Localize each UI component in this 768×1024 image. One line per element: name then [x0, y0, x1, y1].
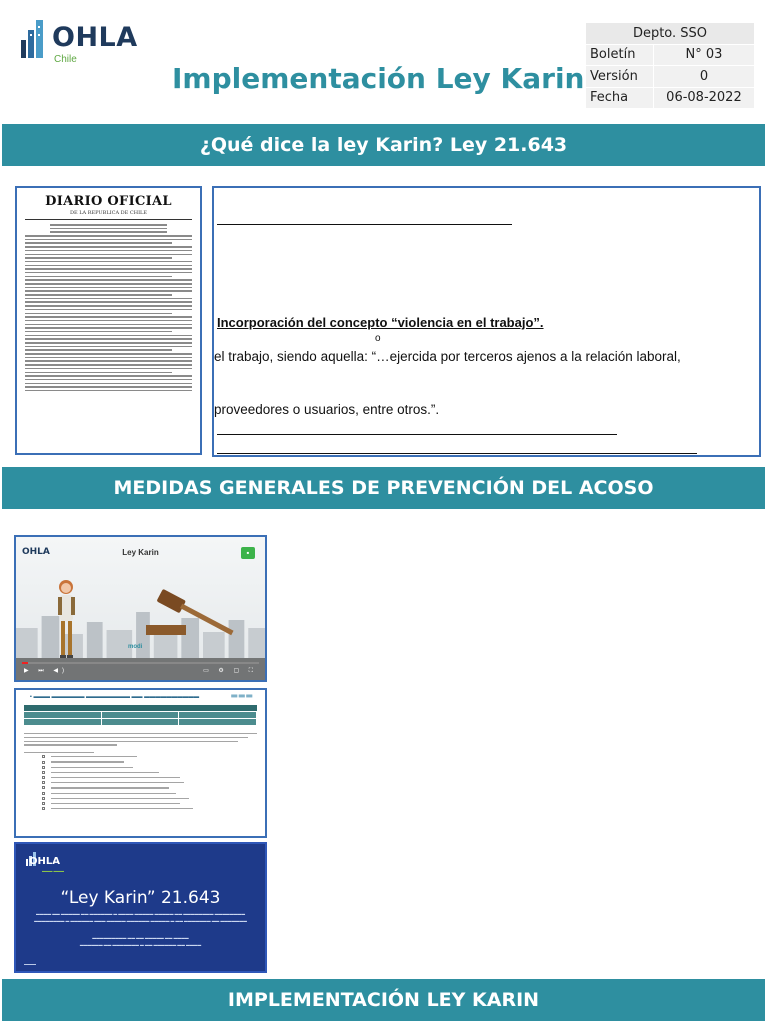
diario-masthead: DIARIO OFICIAL [45, 194, 172, 209]
video-progress-bar[interactable] [22, 662, 259, 664]
slide-logo: OHLA [29, 856, 60, 867]
woman-figure-icon [52, 577, 82, 663]
info-row-version [586, 66, 755, 88]
form-title-line: ▪ ▬▬▬ ▬▬▬▬▬▬ ▬▬▬▬▬▬▬▬ ▬▬ ▬▬▬▬▬▬▬▬▬▬ [30, 694, 200, 700]
play-controls-icon[interactable]: ▶ ⏭ ◀) [24, 668, 68, 674]
info-row-bulletin [586, 44, 755, 66]
ohla-logo [18, 14, 148, 70]
bulletin-info-table [585, 22, 755, 109]
slide-footer: ▬▬▬▬ [24, 962, 36, 966]
concept-text-line: proveedores o usuarios, entre otros.”. [214, 402, 440, 417]
diario-text-lines [25, 224, 192, 391]
slide-subtitle-line: ▬▬▬▬▬▬▬▬ ▬ ▬▬▬▬▬▬ ▬▬▬ ▬▬▬▬▬ ▬▬▬▬▬▬ ▬▬▬▬▬ ▬ ▬▬ ▬▬▬▬▬▬▬ ▬▬ ▬▬▬▬▬▬▬ [34, 919, 247, 923]
player-settings-icon[interactable]: ▭ ⚙ ▢ ⛶ [203, 668, 257, 674]
form-row [24, 719, 257, 725]
section-band-ley-karin: ¿Qué dice la ley Karin? Ley 21.643 [2, 124, 765, 166]
ohla-building-icon [18, 16, 52, 60]
section-band-implementacion: IMPLEMENTACIÓN LEY KARIN [2, 979, 765, 1021]
concept-heading: Incorporación del concepto “violencia en el trabajo”. [217, 315, 544, 330]
video-logo: OHLA [22, 547, 50, 557]
department-cell: Depto. SSO [586, 23, 755, 45]
divider [217, 453, 697, 454]
form-header-bar [24, 705, 257, 711]
form-document-thumbnail [14, 688, 267, 838]
info-value: 0 [653, 66, 754, 88]
form-row [24, 712, 257, 718]
slide-date-line: ▬▬▬▬▬▬ ▬▬ ▬▬▬▬▬▬▬ ▬ ▬▬ ▬▬▬▬▬▬ ▬▬ ▬▬▬▬ [79, 943, 202, 947]
diario-oficial-image [15, 186, 202, 455]
video-title: Ley Karin [122, 548, 159, 557]
slide-subtitle-line: ▬▬▬▬ ▬▬ ▬▬▬▬▬ ▬▬ ▬▬▬▬▬▬ ▬ ▬▬▬▬ ▬▬▬▬▬ ▬▬▬▬▬ ▬▬ ▬▬▬▬▬▬▬▬ ▬▬▬▬▬▬▬▬ [35, 912, 246, 916]
info-row-department [586, 23, 755, 45]
divider [25, 219, 192, 220]
section-band-medidas: MEDIDAS GENERALES DE PREVENCIÓN DEL ACOSO [2, 467, 765, 509]
gavel-icon [136, 587, 240, 649]
video-thumbnail[interactable] [14, 535, 267, 682]
diario-subtitle: DE LA REPUBLICA DE CHILE [69, 210, 148, 216]
presentation-slide-thumbnail [14, 842, 267, 973]
logo-text: OHLA [52, 22, 138, 53]
concept-text-line: el trabajo, siendo aquella: “…ejercida por terceros ajenos a la relación laboral, [214, 349, 681, 364]
info-value: 06-08-2022 [653, 87, 754, 109]
channel-badge-icon: ■ [241, 547, 255, 559]
document-title: Implementación Ley Karin [172, 62, 585, 95]
info-row-date [586, 87, 755, 109]
form-body [24, 733, 257, 810]
form-logo: ▬▬▬ [230, 691, 253, 700]
info-label: Versión [586, 66, 654, 88]
info-value: N° 03 [653, 44, 754, 66]
video-caption: modi [128, 644, 143, 650]
slide-date-line: ▬▬▬▬▬▬▬▬▬ ▬▬ ▬▬ ▬▬▬▬▬ ▬▬ ▬▬▬▬ [92, 936, 189, 940]
info-label: Fecha [586, 87, 654, 109]
slide-logo-sub: ▬▬▬ ▬▬▬ [42, 869, 64, 873]
mark-glyph: o [375, 333, 381, 344]
slide-title: “Ley Karin” 21.643 [60, 888, 221, 908]
divider [217, 224, 512, 225]
ley-karin-text-panel [212, 186, 761, 457]
info-label: Boletín [586, 44, 654, 66]
divider [217, 434, 617, 435]
logo-subtitle: Chile [54, 54, 77, 65]
